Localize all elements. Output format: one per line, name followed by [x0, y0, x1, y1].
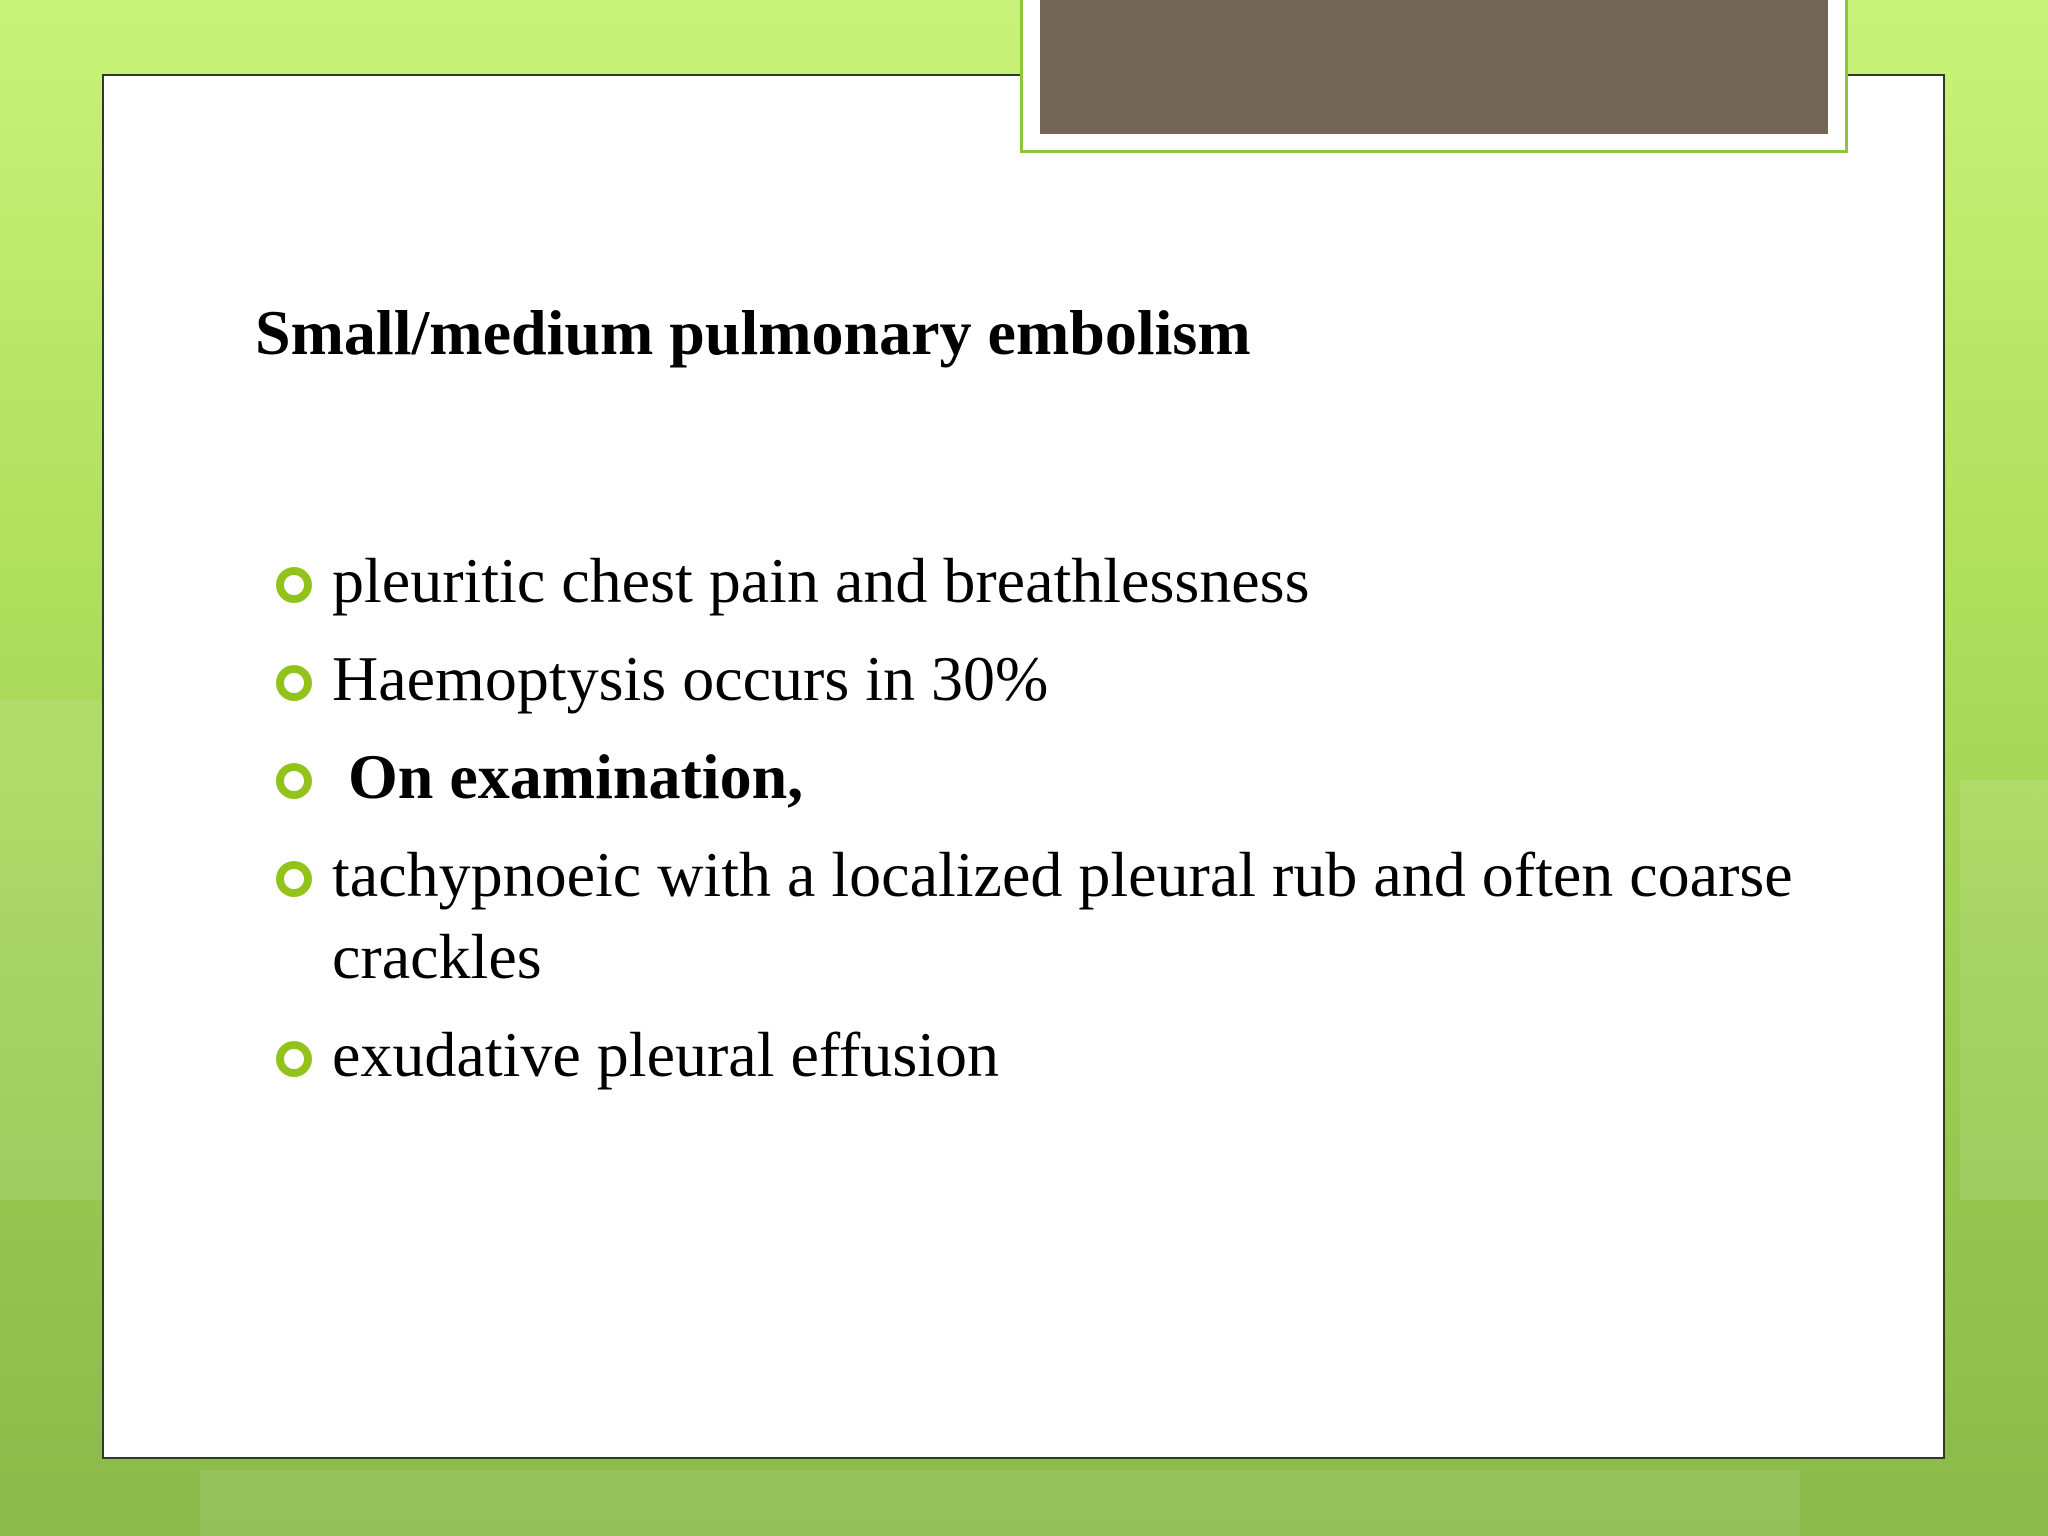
- bullet-text: pleuritic chest pain and breathlessness: [332, 545, 1310, 616]
- bullet-item-2: [270, 638, 1810, 720]
- ring-bullet-icon: [276, 1041, 312, 1077]
- ring-bullet-icon: [276, 567, 312, 603]
- bullet-text: Haemoptysis occurs in 30%: [332, 643, 1049, 714]
- bullet-item-4: [270, 834, 1810, 998]
- bullet-item-3: [270, 736, 1810, 818]
- slide-title: Small/medium pulmonary embolism: [255, 297, 1251, 368]
- bullet-text: exudative pleural effusion: [332, 1019, 1000, 1090]
- ring-bullet-icon: [276, 665, 312, 701]
- bullet-text: tachypnoeic with a localized pleural rub and often coarse crackles: [332, 839, 1793, 992]
- bullet-item-1: [270, 540, 1810, 622]
- bullet-text: On examination,: [348, 741, 804, 812]
- ring-bullet-icon: [276, 763, 312, 799]
- bullet-list: [270, 540, 1810, 1112]
- title-tab-block: [1040, 0, 1828, 134]
- ring-bullet-icon: [276, 861, 312, 897]
- bullet-item-5: [270, 1014, 1810, 1096]
- background-stripe: [1960, 780, 2048, 1200]
- background-stripe: [200, 1470, 1800, 1536]
